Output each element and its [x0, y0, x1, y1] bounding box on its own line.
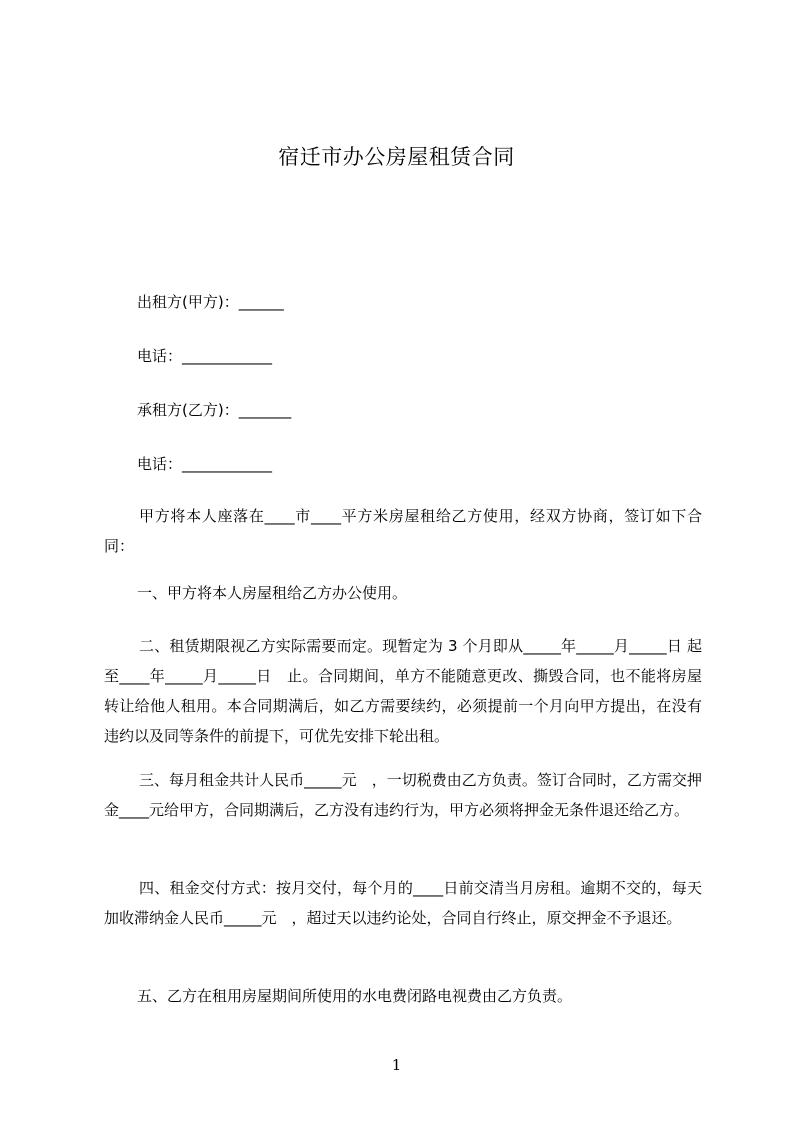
- page-number: 1: [391, 1056, 402, 1074]
- intro-paragraph: 甲方将本人座落在____市____平方米房屋租给乙方使用，经双方协商，签订如下合同：: [104, 507, 702, 555]
- clause-4: 四、租金交付方式：按月交付，每个月的____日前交清当月房租。逾期不交的，每天加收滞纳金人民币_____元 ，超过天以违约论处，合同自行终止，原交押金不予退还。: [104, 879, 702, 927]
- page-title: 宿迁市办公房屋租赁合同: [278, 145, 515, 169]
- clause-2: 二、租赁期限视乙方实际需要而定。现暂定为 3 个月即从_____年_____月_____日 起至____年_____月_____日 止。合同期间，单方不能随意更改、撕毁合同，也不能将房屋转让给他人租用。本合同期满后，如乙方需要续约，必须提前一个月向甲方提出，在没有违约以及同等条件的前提下，可优先安排下轮出租。: [104, 637, 702, 745]
- lessor-phone-line: 电话：____________: [137, 347, 273, 365]
- clause-1: 一、甲方将本人房屋租给乙方办公使用。: [137, 584, 408, 602]
- clause-5: 五、乙方在租用房屋期间所使用的水电费闭路电视费由乙方负责。: [137, 987, 573, 1005]
- lessee-line: 承租方(乙方)：_______: [137, 401, 292, 419]
- clause-3: 三、每月租金共计人民币_____元 ，一切税费由乙方负责。签订合同时，乙方需交押金____元给甲方，合同期满后，乙方没有违约行为，甲方必须将押金无条件退还给乙方。: [104, 771, 702, 819]
- lessee-phone-line: 电话：____________: [137, 455, 273, 473]
- lessor-line: 出租方(甲方)：______: [137, 293, 284, 311]
